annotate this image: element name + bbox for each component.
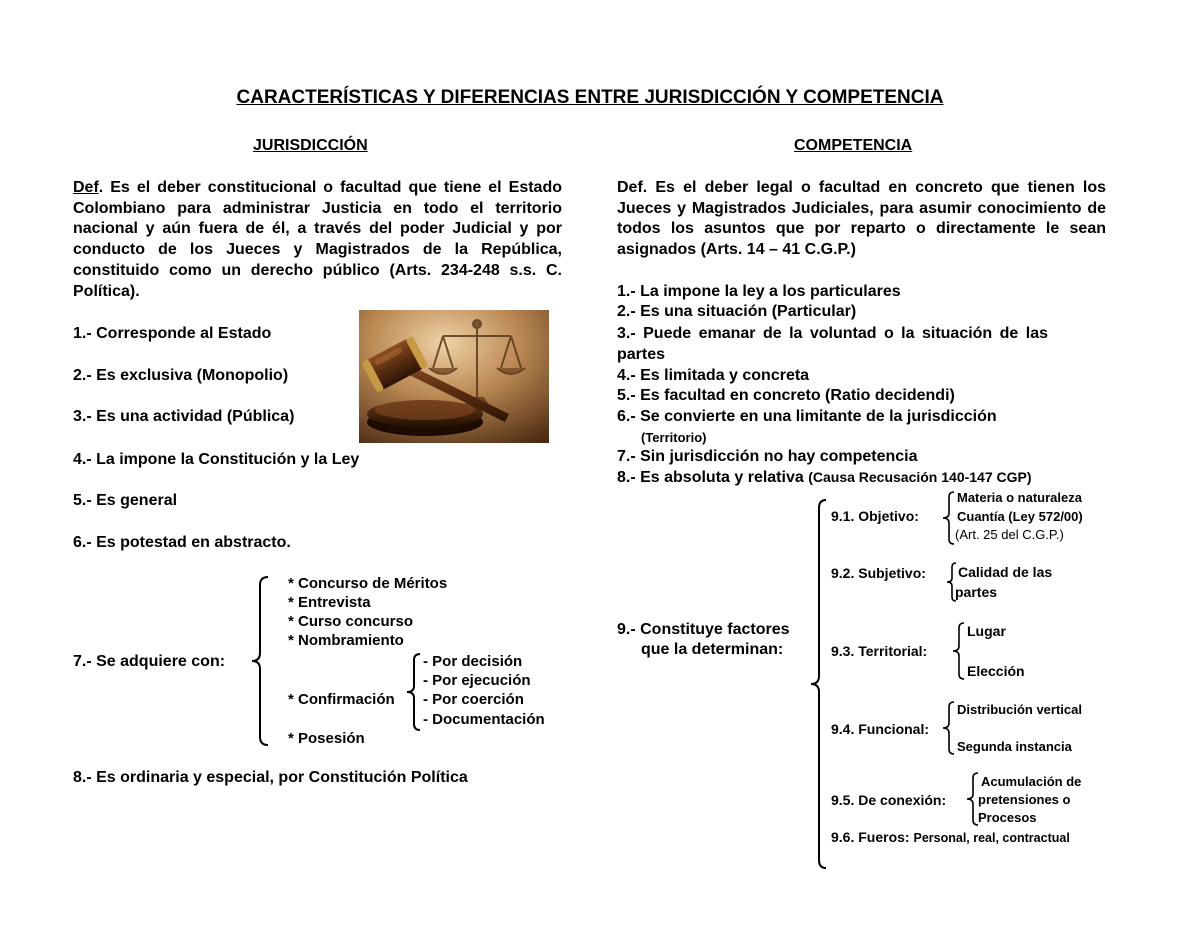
- territorial-brace: [950, 621, 968, 681]
- jurisdiccion-item-4: 4.- La impone la Constitución y la Ley: [73, 451, 360, 468]
- item7-option-5: * Confirmación: [288, 691, 395, 708]
- jurisdiccion-definition: [73, 178, 562, 302]
- fueros-label: 9.6. Fueros:: [831, 829, 910, 845]
- page-title: CARACTERÍSTICAS Y DIFERENCIAS ENTRE JURISDICCIÓN Y COMPETENCIA: [236, 87, 944, 108]
- competencia-item-9-line2: que la determinan:: [641, 641, 784, 658]
- competencia-definition: Def. Es el deber legal o facultad en concreto que tienen los Jueces y Magistrados Judiciales, para asumir conocimiento de todos los asuntos que por reparto o directamente le sean asignados (Arts. 14 – 41 C.G.P.): [617, 179, 1106, 259]
- subjetivo-sub-2: partes: [955, 584, 998, 600]
- jurisdiccion-item-5: 5.- Es general: [73, 492, 178, 509]
- gavel-scales-image: [359, 310, 549, 443]
- territorial-sub-2: Elección: [967, 663, 1025, 679]
- objetivo-sub-2: Cuantía (Ley 572/00): [957, 509, 1083, 524]
- jurisdiccion-item-8: 8.- Es ordinaria y especial, por Constitución Política: [73, 769, 468, 786]
- confirmacion-sub-2: - Por ejecución: [423, 672, 531, 689]
- competencia-item-3-cont: partes: [617, 346, 666, 363]
- competencia-item-2: 2.- Es una situación (Particular): [617, 303, 857, 320]
- confirmacion-brace: [404, 652, 424, 732]
- competencia-item-5: 5.- Es facultad en concreto (Ratio decidendi): [617, 387, 955, 404]
- competencia-item-3: [617, 325, 1106, 343]
- jurisdiccion-item-2: 2.- Es exclusiva (Monopolio): [73, 367, 289, 384]
- item7-option-1: * Concurso de Méritos: [288, 575, 448, 592]
- factor-subjetivo-label: 9.2. Subjetivo:: [831, 565, 926, 581]
- conexion-sub-2: pretensiones o: [978, 792, 1071, 807]
- jurisdiccion-item-6: 6.- Es potestad en abstracto.: [73, 534, 291, 551]
- territorial-sub-1: Lugar: [967, 623, 1006, 639]
- factor-funcional-label: 9.4. Funcional:: [831, 721, 930, 737]
- item8-note: (Causa Recusación 140-147 CGP): [808, 469, 1032, 485]
- competencia-item-6: 6.- Se convierte en una limitante de la jurisdicción: [617, 408, 997, 425]
- funcional-sub-2: Segunda instancia: [957, 739, 1072, 754]
- conexion-sub-3: Procesos: [978, 810, 1037, 825]
- factor-objetivo-label: 9.1. Objetivo:: [831, 508, 919, 524]
- objetivo-sub-1: Materia o naturaleza: [957, 490, 1082, 505]
- jurisdiccion-item-7-label: 7.- Se adquiere con:: [73, 653, 226, 670]
- competencia-item-9-line1: 9.- Constituye factores: [617, 621, 790, 638]
- confirmacion-sub-3: - Por coerción: [423, 691, 524, 708]
- item7-option-2: * Entrevista: [288, 594, 371, 611]
- competencia-item-8: [617, 469, 1032, 487]
- competencia-item-4: 4.- Es limitada y concreta: [617, 367, 810, 384]
- conexion-sub-1: Acumulación de: [981, 774, 1082, 789]
- def-label: Def: [73, 179, 99, 196]
- item9-brace: [806, 498, 830, 870]
- objetivo-sub-3: (Art. 25 del C.G.P.): [955, 527, 1064, 542]
- item7-option-3: * Curso concurso: [288, 613, 414, 630]
- competencia-item-1: 1.- La impone la ley a los particulares: [617, 283, 901, 300]
- fueros-note: Personal, real, contractual: [913, 831, 1070, 845]
- jurisdiccion-heading: JURISDICCIÓN: [253, 137, 368, 154]
- confirmacion-sub-4: - Documentación: [423, 711, 545, 728]
- factor-fueros: [831, 829, 1070, 845]
- confirmacion-sub-1: - Por decisión: [423, 653, 523, 670]
- funcional-brace: [940, 700, 958, 756]
- factor-conexion-label: 9.5. De conexión:: [831, 792, 947, 808]
- jurisdiccion-item-3: 3.- Es una actividad (Pública): [73, 408, 295, 425]
- competencia-item-7: 7.- Sin jurisdicción no hay competencia: [617, 448, 918, 465]
- subjetivo-sub-1: Calidad de las: [958, 564, 1053, 580]
- competencia-heading: COMPETENCIA: [794, 137, 913, 154]
- funcional-sub-1: Distribución vertical: [957, 702, 1082, 717]
- item7-brace: [248, 575, 272, 747]
- factor-territorial-label: 9.3. Territorial:: [831, 643, 928, 659]
- competencia-item-6-note: (Territorio): [641, 430, 707, 445]
- def-text: . Es el deber constitucional o facultad que tiene el Estado Colombiano para administrar Justicia en todo el territorio nacional y aún fuera de él, a través del poder Judicial y por conducto de los Jueces y Magistrados de la República, constituido como un derecho público (Arts. 234-248 s.s. C. Política).: [73, 179, 562, 300]
- item7-option-4: * Nombramiento: [288, 632, 404, 649]
- item8-main: 8.- Es absoluta y relativa: [617, 469, 804, 486]
- competencia-item-3-text: 3.- Puede emanar de la voluntad o la situación de las: [617, 325, 1049, 342]
- jurisdiccion-item-1: 1.- Corresponde al Estado: [73, 325, 272, 342]
- item7-option-6: * Posesión: [288, 730, 365, 747]
